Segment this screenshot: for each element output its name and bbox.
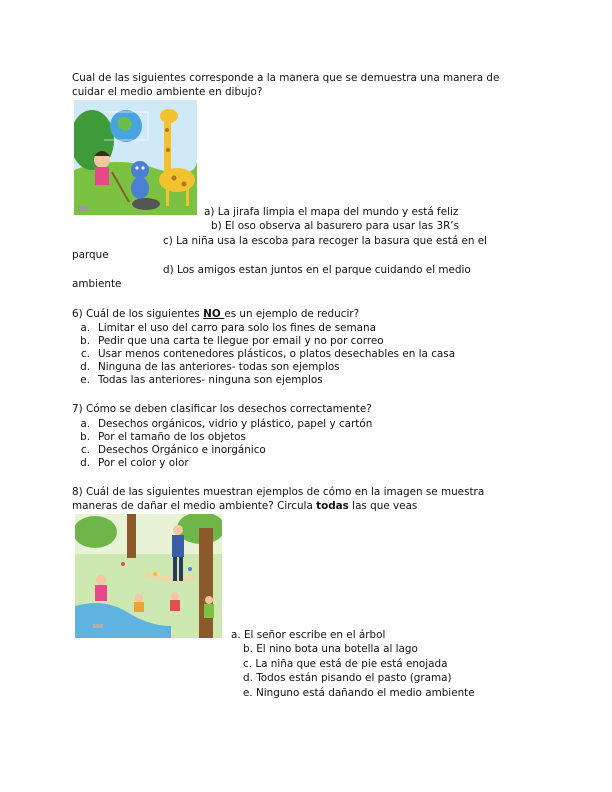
question-5-prompt-line1: Cual de las siguientes corresponde a la manera que se demuestra una manera de bbox=[72, 72, 500, 84]
park-cleanup-drawing bbox=[74, 100, 197, 215]
bottle-icon bbox=[93, 624, 103, 628]
tree-foliage-left bbox=[75, 516, 117, 548]
question-5-option-d-continued: ambiente bbox=[72, 278, 122, 290]
girl-standing-head bbox=[96, 575, 106, 585]
question-7-prompt: 7) Cómo se deben clasificar los desechos correctamente? bbox=[72, 403, 372, 415]
bear-body bbox=[131, 177, 149, 199]
question-5-prompt-line2: cuidar el medio ambiente en dibujo? bbox=[72, 86, 263, 98]
question-8-prompt-line2: maneras de dañar el medio ambiente? Circula todas las que veas bbox=[72, 500, 418, 512]
question-6-prompt-end: es un ejemplo de reducir? bbox=[224, 308, 360, 320]
girl-standing-dress bbox=[95, 585, 107, 601]
question-8-option-d: d. Todos están pisando el pasto (grama) bbox=[243, 672, 452, 684]
question-6-prompt-start: 6) Cuál de los siguientes bbox=[72, 308, 204, 320]
question-6-emphasis: NO bbox=[203, 308, 225, 320]
question-7-item-b: b. Por el tamaño de los objetos bbox=[80, 431, 246, 443]
kid-head bbox=[171, 592, 179, 600]
question-6-item-d: d. Ninguna de las anteriores- todas son ejemplos bbox=[80, 361, 340, 373]
child-head bbox=[135, 594, 143, 602]
man-body bbox=[172, 535, 184, 557]
question-5-option-c: c) La niña usa la escoba para recoger la basura que está en el bbox=[163, 235, 488, 247]
question-6-prompt bbox=[72, 308, 359, 321]
question-5-option-d: d) Los amigos estan juntos en el parque cuidando el medio bbox=[163, 264, 471, 276]
question-6-item-b: b. Pedir que una carta te llegue por email y no por correo bbox=[80, 335, 384, 347]
illustration-park-cleanup bbox=[74, 100, 197, 215]
park-scene-drawing bbox=[75, 514, 222, 638]
question-6-item-c: c. Usar menos contenedores plásticos, o platos desechables en la casa bbox=[80, 348, 456, 360]
trash-pile bbox=[132, 198, 160, 210]
tree-trunk-center bbox=[127, 514, 136, 558]
man-head bbox=[173, 525, 183, 535]
question-8-option-e: e. Ninguno está dañando el medio ambiente bbox=[243, 687, 475, 699]
girl-dress bbox=[95, 167, 109, 185]
question-5-option-a: a) La jirafa limpia el mapa del mundo y está feliz bbox=[204, 206, 459, 218]
question-8-option-b: b. El nino bota una botella al lago bbox=[243, 643, 418, 655]
giraffe-head bbox=[160, 109, 178, 123]
question-5-option-b: b) El oso observa al basurero para usar las 3R’s bbox=[211, 220, 460, 232]
question-6-item-e: e. Todas las anteriores- ninguna son ejemplos bbox=[80, 374, 323, 386]
illustration-park-scene bbox=[75, 514, 222, 638]
question-7-item-a: a. Desechos orgánicos, vidrio y plástico, papel y cartón bbox=[80, 418, 373, 430]
girl-right-head bbox=[205, 596, 213, 604]
question-5-option-c-continued: parque bbox=[72, 249, 109, 261]
question-7-item-c: c. Desechos Orgánico e inorgánico bbox=[80, 444, 266, 456]
tree-trunk-right bbox=[199, 528, 213, 638]
question-8-emphasis: todas bbox=[316, 500, 349, 512]
bear-head bbox=[131, 161, 149, 179]
question-6-item-a: a. Limitar el uso del carro para solo los fines de semana bbox=[80, 322, 376, 334]
giraffe-body bbox=[159, 168, 195, 192]
question-7-item-d: d. Por el color y olor bbox=[80, 457, 189, 469]
question-8-option-c: c. La niña que está de pie está enojada bbox=[243, 658, 448, 670]
question-8-prompt-line1: 8) Cuál de las siguientes muestran ejemplos de cómo en la imagen se muestra bbox=[72, 486, 485, 498]
question-8-option-a: a. El señor escribe en el árbol bbox=[231, 629, 386, 641]
